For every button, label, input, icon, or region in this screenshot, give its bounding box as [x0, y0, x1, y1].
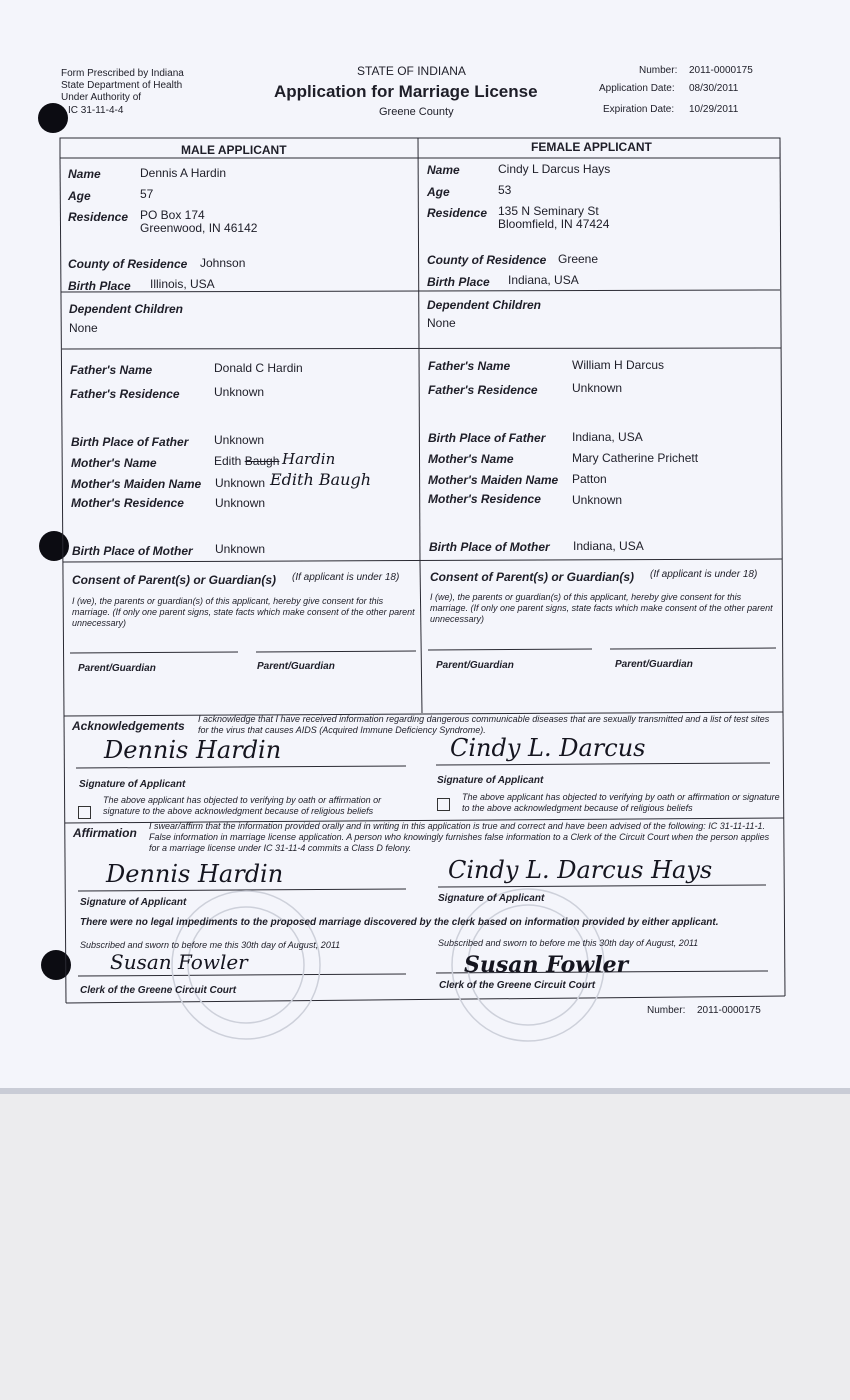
- male-mothers-residence-label: Mother's Residence: [71, 496, 184, 510]
- female-birth-place-father-label: Birth Place of Father: [428, 431, 546, 445]
- male-county-label: County of Residence: [68, 257, 188, 271]
- female-residence-label: Residence: [427, 206, 488, 220]
- mothers-maiden-handwritten: Edith Baugh: [270, 470, 372, 489]
- male-objection-checkbox[interactable]: [78, 806, 91, 819]
- male-applicant-header: MALE APPLICANT: [181, 143, 287, 157]
- male-ack-signature: Dennis Hardin: [104, 736, 282, 764]
- female-name-value: Cindy L Darcus Hays: [498, 162, 611, 176]
- male-consent-label: Consent of Parent(s) or Guardian(s): [72, 573, 277, 587]
- female-subscribed-text: Subscribed and sworn to before me this 30th day of August, 2011: [438, 938, 699, 948]
- female-aff-signature-label: Signature of Applicant: [438, 893, 545, 904]
- male-residence-label: Residence: [68, 210, 129, 224]
- male-mothers-name-label: Mother's Name: [71, 456, 157, 470]
- female-consent-text: I (we), the parents or guardian(s) of this applicant, hereby give consent for this marriage. (If only one parent signs, state facts which make consent of the other parent unnecessary): [430, 592, 773, 624]
- clerk-signature-left: Susan Fowler: [110, 950, 248, 974]
- footer-number-value: 2011-0000175: [697, 1005, 761, 1016]
- male-mothers-maiden-label: Mother's Maiden Name: [71, 477, 202, 491]
- male-birth-place-father-value: Unknown: [214, 433, 265, 447]
- male-birth-place-mother-label: Birth Place of Mother: [72, 544, 193, 558]
- mothers-name-typed: Edith: [214, 454, 242, 468]
- male-mothers-residence-value: Unknown: [215, 496, 266, 510]
- female-mothers-name-value: Mary Catherine Prichett: [572, 451, 699, 465]
- clerk-signature-right: Susan Fowler: [464, 952, 629, 978]
- male-fathers-residence-label: Father's Residence: [70, 387, 180, 401]
- female-applicant-header: FEMALE APPLICANT: [531, 140, 652, 154]
- female-parent-guardian-2: Parent/Guardian: [615, 659, 693, 670]
- female-name-label: Name: [427, 163, 460, 177]
- male-consent-note: (If applicant is under 18): [292, 572, 400, 583]
- male-name-label: Name: [68, 167, 101, 181]
- female-consent-label: Consent of Parent(s) or Guardian(s): [430, 570, 635, 584]
- female-ack-signature: Cindy L. Darcus: [450, 734, 646, 762]
- female-birth-place-mother-value: Indiana, USA: [573, 539, 644, 553]
- female-dependent-children-label: Dependent Children: [427, 298, 542, 312]
- male-birth-place-label: Birth Place: [68, 279, 131, 293]
- female-clerk-label: Clerk of the Greene Circuit Court: [439, 980, 596, 991]
- male-birth-place-father-label: Birth Place of Father: [71, 435, 189, 449]
- application-date-label: Application Date:: [599, 83, 675, 94]
- application-date-value: 08/30/2011: [689, 83, 739, 94]
- male-aff-signature-label: Signature of Applicant: [80, 897, 187, 908]
- affirmation-label: Affirmation: [73, 826, 137, 840]
- male-ack-signature-label: Signature of Applicant: [79, 779, 186, 790]
- form-title: Application for Marriage License: [274, 82, 538, 101]
- male-objection-text: The above applicant has objected to verifying by oath or affirmation or signature to the above acknowledgment because of religious beliefs: [103, 795, 382, 816]
- male-county-value: Johnson: [200, 256, 246, 270]
- mothers-name-handwritten: Hardin: [282, 450, 336, 468]
- number-value: 2011-0000175: [689, 65, 753, 76]
- male-aff-signature: Dennis Hardin: [106, 860, 284, 888]
- female-aff-signature: Cindy L. Darcus Hays: [448, 856, 713, 884]
- mothers-name-struck: Baugh: [244, 454, 280, 468]
- male-dependent-children-label: Dependent Children: [69, 302, 184, 316]
- male-mothers-name-value: [214, 454, 279, 468]
- male-age-value: 57: [140, 187, 154, 201]
- male-name-value: Dennis A Hardin: [140, 166, 227, 180]
- female-mothers-maiden-label: Mother's Maiden Name: [428, 473, 559, 487]
- female-mothers-residence-label: Mother's Residence: [428, 492, 541, 506]
- expiration-date-label: Expiration Date:: [603, 104, 675, 115]
- footer-number-label: Number:: [647, 1005, 686, 1016]
- male-residence-line1: PO Box 174: [140, 208, 205, 222]
- female-birth-place-label: Birth Place: [427, 275, 490, 289]
- female-objection-text: The above applicant has objected to verifying by oath or affirmation or signature to the above acknowledgment because of religious beliefs: [462, 792, 780, 813]
- female-birth-place-value: Indiana, USA: [508, 273, 579, 287]
- number-label: Number:: [639, 65, 678, 76]
- female-fathers-residence-value: Unknown: [572, 381, 623, 395]
- female-fathers-name-label: Father's Name: [428, 359, 511, 373]
- female-residence-line2: Bloomfield, IN 47424: [498, 217, 610, 231]
- form-prescribed-line3: Under Authority of: [61, 92, 142, 103]
- female-parent-guardian-1: Parent/Guardian: [436, 660, 514, 671]
- male-fathers-residence-value: Unknown: [214, 385, 265, 399]
- female-mothers-residence-value: Unknown: [572, 493, 623, 507]
- female-dependent-children-value: None: [427, 316, 456, 330]
- male-clerk-label: Clerk of the Greene Circuit Court: [80, 985, 237, 996]
- female-ack-signature-label: Signature of Applicant: [437, 775, 544, 786]
- female-age-value: 53: [498, 183, 512, 197]
- male-birth-place-value: Illinois, USA: [150, 277, 215, 291]
- female-county-label: County of Residence: [427, 253, 547, 267]
- male-fathers-name-label: Father's Name: [70, 363, 153, 377]
- expiration-date-value: 10/29/2011: [689, 104, 739, 115]
- female-county-value: Greene: [558, 252, 599, 266]
- female-mothers-maiden-value: Patton: [572, 472, 607, 486]
- county-heading: Greene County: [379, 106, 454, 118]
- female-mothers-name-label: Mother's Name: [428, 452, 514, 466]
- form-prescribed-line1: Form Prescribed by Indiana: [61, 68, 184, 79]
- male-dependent-children-value: None: [69, 321, 98, 335]
- female-residence-line1: 135 N Seminary St: [498, 204, 599, 218]
- male-subscribed-text: Subscribed and sworn to before me this 30th day of August, 2011: [80, 940, 341, 950]
- affirmation-text: I swear/affirm that the information provided orally and in writing in this application is true and correct and have been advised of the following: IC 31-11-11-1. False information in marriage license application. A person who knowingly furnishes false information to a Clerk of the Circuit Court when the person applies for a marriage license under IC 31-11-4 commits a Class D felony.: [149, 821, 770, 853]
- form-prescribed-line4: IC 31-11-4-4: [68, 105, 124, 116]
- male-birth-place-mother-value: Unknown: [215, 542, 266, 556]
- male-parent-guardian-1: Parent/Guardian: [78, 663, 156, 674]
- male-fathers-name-value: Donald C Hardin: [214, 361, 303, 375]
- male-consent-text: I (we), the parents or guardian(s) of this applicant, hereby give consent for this marriage. (If only one parent signs, state facts which make consent of the other parent unnecessary): [72, 596, 415, 628]
- female-age-label: Age: [427, 185, 450, 199]
- female-birth-place-mother-label: Birth Place of Mother: [429, 540, 550, 554]
- scan-bottom-edge: [0, 1088, 850, 1094]
- no-impediments-statement: There were no legal impediments to the proposed marriage discovered by the clerk based on information provided by either applicant.: [80, 917, 719, 928]
- female-birth-place-father-value: Indiana, USA: [572, 430, 643, 444]
- male-parent-guardian-2: Parent/Guardian: [257, 661, 335, 672]
- form-prescribed-line2: State Department of Health: [61, 80, 183, 91]
- female-fathers-name-value: William H Darcus: [572, 358, 665, 372]
- male-age-label: Age: [68, 189, 91, 203]
- female-objection-checkbox[interactable]: [437, 798, 450, 811]
- male-mothers-maiden-typed: Unknown: [215, 476, 266, 490]
- female-consent-note: (If applicant is under 18): [650, 569, 758, 580]
- state-heading: STATE OF INDIANA: [357, 64, 466, 78]
- acknowledgements-text: I acknowledge that I have received information regarding dangerous communicable diseases that are sexually transmitted and a list of test sites for the virus that causes AIDS (Acquired Immune Deficiency Syndrome).: [198, 714, 770, 735]
- acknowledgements-label: Acknowledgements: [72, 719, 185, 733]
- male-residence-line2: Greenwood, IN 46142: [140, 221, 258, 235]
- female-fathers-residence-label: Father's Residence: [428, 383, 538, 397]
